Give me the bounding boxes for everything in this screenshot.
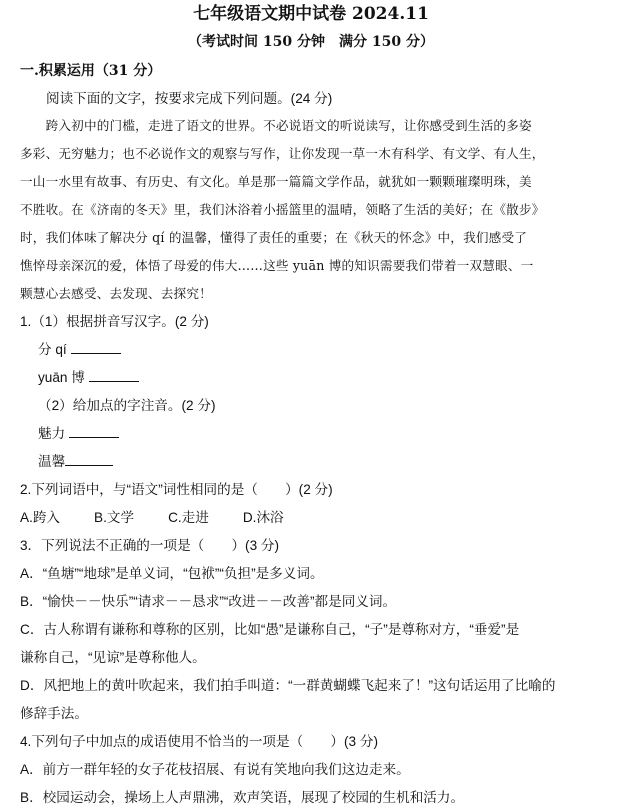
passage-line: 时，我们体味了解决分 qí 的温馨，懂得了责任的重要；在《秋天的怀念》中，我们感受了 [20, 230, 528, 245]
option-c[interactable]: C.走进 [168, 510, 209, 525]
passage-line: 多彩、无穷魅力；也不必说作文的观察与写作，让你发现一草一木有科学、有文学、有人生， [20, 146, 545, 161]
passage-line: 憔悴母亲深沉的爱，体悟了母爱的伟大……这些 yuān 博的知识需要我们带着一双慧眼、一 [20, 258, 534, 273]
passage-line: 颗慧心去感受、去发现、去探究！ [20, 286, 212, 301]
q3-line: B．“愉快－－快乐”“请求－－恳求”“改进－－改善”都是同义词。 [20, 594, 397, 609]
reading-instruction: 阅读下面的文字，按要求完成下列问题。(24 分) [46, 91, 333, 106]
q3-line: A．“鱼塘”“地球”是单义词，“包袱”“负担”是多义词。 [20, 566, 324, 581]
question-1-part2: （2）给加点的字注音。(2 分) [38, 398, 216, 413]
q4-line: B．校园运动会，操场上人声鼎沸，欢声笑语，展现了校园的生机和活力。 [20, 790, 465, 805]
q1-item-label: 分 qí [38, 342, 67, 357]
question-4-stem: 4.下列句子中加点的成语使用不恰当的一项是（ ）(3 分) [20, 734, 378, 749]
answer-blank[interactable] [65, 451, 113, 466]
question-2-stem: 2.下列词语中，与“语文”词性相同的是（ ）(2 分) [20, 482, 333, 497]
q3-line: D．风把地上的黄叶吹起来，我们拍手叫道：“一群黄蝴蝶飞起来了！”这句话运用了比喻的 [20, 678, 556, 693]
q1-item [38, 423, 119, 445]
exam-title: 七年级语文期中试卷 2024.11 [193, 4, 429, 24]
answer-blank[interactable] [69, 423, 119, 438]
option-b[interactable]: B.文学 [94, 510, 135, 525]
passage-line: 一山一水里有故事、有历史、有文化。单是那一篇篇文学作品，就犹如一颗颗璀璨明珠，美 [20, 174, 532, 189]
q4-line: A．前方一群年轻的女子花枝招展、有说有笑地向我们这边走来。 [20, 762, 410, 777]
answer-blank[interactable] [89, 367, 139, 382]
q1-item [38, 451, 113, 473]
question-1-stem: 1.（1）根据拼音写汉字。(2 分) [20, 314, 209, 329]
q3-line: 修辞手法。 [20, 706, 88, 721]
passage-line: 跨入初中的门槛，走进了语文的世界。不必说语文的听说读写，让你感受到生活的多姿 [20, 118, 532, 133]
question-2-options [20, 507, 318, 529]
q1-item-label: yuān 博 [38, 370, 85, 385]
section-title: 一.积累运用（31 分） [20, 63, 162, 79]
q3-line: 谦称自己，“见谅”是尊称他人。 [20, 650, 206, 665]
q3-line: C．古人称谓有谦称和尊称的区别，比如“愚”是谦称自己，“子”是尊称对方，“垂爱”是 [20, 622, 520, 637]
passage-line: 不胜收。在《济南的冬天》里，我们沐浴着小摇篮里的温晴，领略了生活的美好；在《散步》 [20, 202, 545, 217]
q1-item-label: 温馨 [38, 454, 66, 469]
answer-blank[interactable] [71, 339, 121, 354]
q1-item-label: 魅力 [38, 426, 66, 441]
q1-item [38, 339, 121, 361]
exam-subtitle: （考试时间 150 分钟 满分 150 分） [188, 34, 434, 50]
q1-item [38, 367, 139, 389]
option-d[interactable]: D.沐浴 [242, 510, 284, 525]
question-3-stem: 3．下列说法不正确的一项是（ ）(3 分) [20, 538, 280, 553]
option-a[interactable]: A.跨入 [20, 510, 61, 525]
